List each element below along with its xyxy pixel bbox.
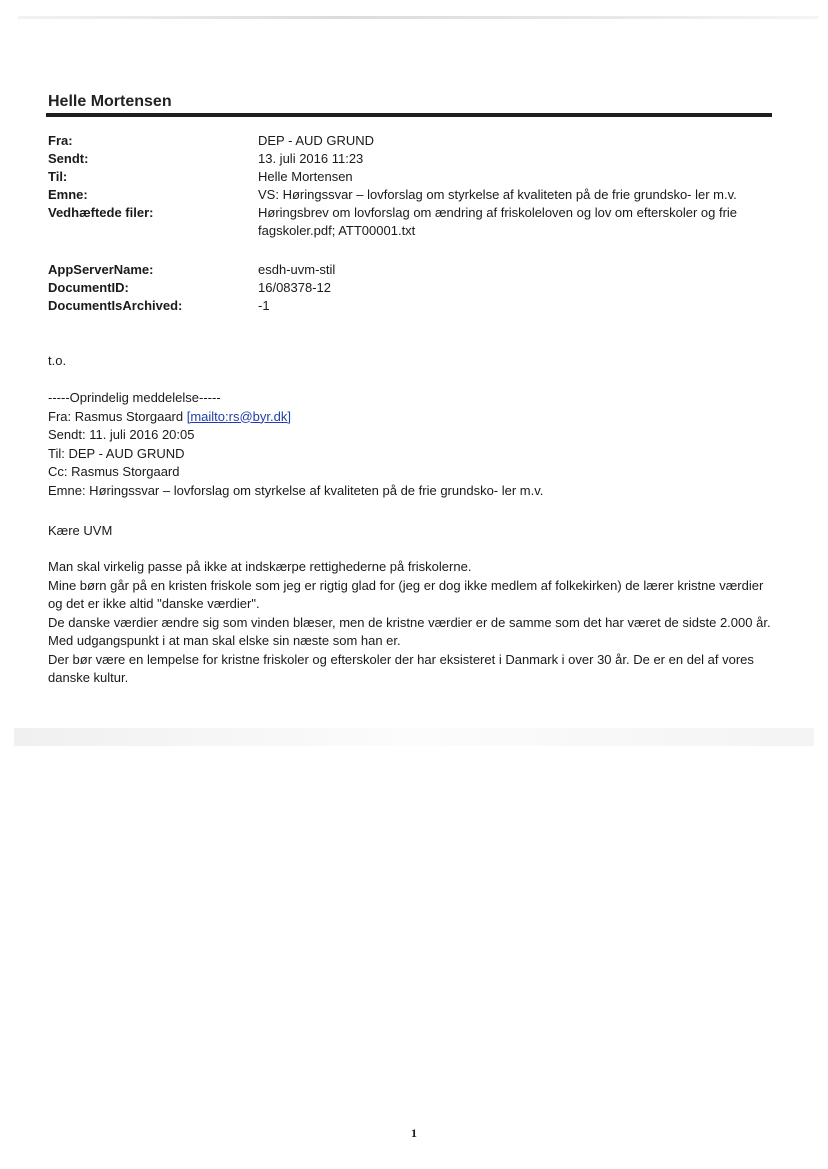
body-paragraph: Mine børn går på en kristen friskole som jeg er rigtig glad for (jeg er dog ikke medlem af folkekirken) de lærer kristne værdier og det er ikke altid "danske værdier". <box>48 577 764 611</box>
header-value: 13. juli 2016 11:23 <box>258 151 364 166</box>
header-rule <box>46 113 772 117</box>
body-paragraph: Man skal virkelig passe på ikke at indskærpe rettighederne på friskolerne. <box>48 559 472 574</box>
meta-label: DocumentID: <box>48 280 129 295</box>
email-header-fields <box>48 132 788 240</box>
header-label: Emne: <box>48 187 88 202</box>
header-label: Fra: <box>48 133 73 148</box>
original-message-header <box>48 389 788 500</box>
header-row-sent <box>48 150 788 168</box>
original-cc: Cc: Rasmus Storgaard <box>48 464 180 479</box>
header-value: DEP - AUD GRUND <box>258 133 375 148</box>
header-value: Helle Mortensen <box>258 169 353 184</box>
meta-row-archived <box>48 297 788 315</box>
header-label: Til: <box>48 169 68 184</box>
header-row-to <box>48 168 788 186</box>
meta-value: -1 <box>258 298 270 313</box>
scan-smudge-artifact <box>14 728 814 746</box>
message-body <box>48 558 778 688</box>
meta-value: 16/08378-12 <box>258 280 332 295</box>
original-subject: Emne: Høringssvar – lovforslag om styrkelse af kvaliteten på de frie grundsko- ler m.v. <box>48 482 544 498</box>
meta-row-documentid <box>48 279 788 297</box>
greeting: Kære UVM <box>48 523 113 538</box>
body-paragraph: Med udgangspunkt i at man skal elske sin næste som han er. <box>48 633 401 648</box>
body-paragraph: Der bør være en lempelse for kristne friskoler og efterskoler der har eksisteret i Danmark i over 30 år. De er en del af vores danske kultur. <box>48 651 754 685</box>
attachments-value: Høringsbrev om lovforslag om ændring af friskoleloven og lov om efterskoler og frie fagskoler.pdf; ATT00001.txt <box>258 205 738 238</box>
original-separator: -----Oprindelig meddelelse----- <box>48 390 221 405</box>
forward-note: t.o. <box>48 353 67 368</box>
meta-label: DocumentIsArchived: <box>48 298 183 313</box>
header-value: VS: Høringssvar – lovforslag om styrkelse af kvaliteten på de frie grundsko- ler m.v. <box>258 187 737 202</box>
header-label: Sendt: <box>48 151 89 166</box>
mailto-link[interactable]: [mailto:rs@byr.dk] <box>186 408 291 424</box>
meta-label: AppServerName: <box>48 262 154 277</box>
original-sent: Sendt: 11. juli 2016 20:05 <box>48 427 195 442</box>
header-row-subject <box>48 186 788 204</box>
body-paragraph: De danske værdier ændre sig som vinden blæser, men de kristne værdier er de samme som det har været de sidste 2.000 år. <box>48 614 771 630</box>
meta-row-appserver <box>48 261 788 279</box>
header-label: Vedhæftede filer: <box>48 205 154 220</box>
header-row-from <box>48 132 788 150</box>
page-number: 1 <box>411 1126 417 1140</box>
document-meta-fields <box>48 261 788 315</box>
original-to: Til: DEP - AUD GRUND <box>48 445 185 461</box>
scan-edge-artifact <box>18 16 818 19</box>
header-row-attachments <box>48 204 788 240</box>
meta-value: esdh-uvm-stil <box>258 262 336 277</box>
original-from: Fra: Rasmus Storgaard [mailto:rs@byr.dk] <box>48 408 291 424</box>
mailbox-owner-name: Helle Mortensen <box>48 93 172 110</box>
